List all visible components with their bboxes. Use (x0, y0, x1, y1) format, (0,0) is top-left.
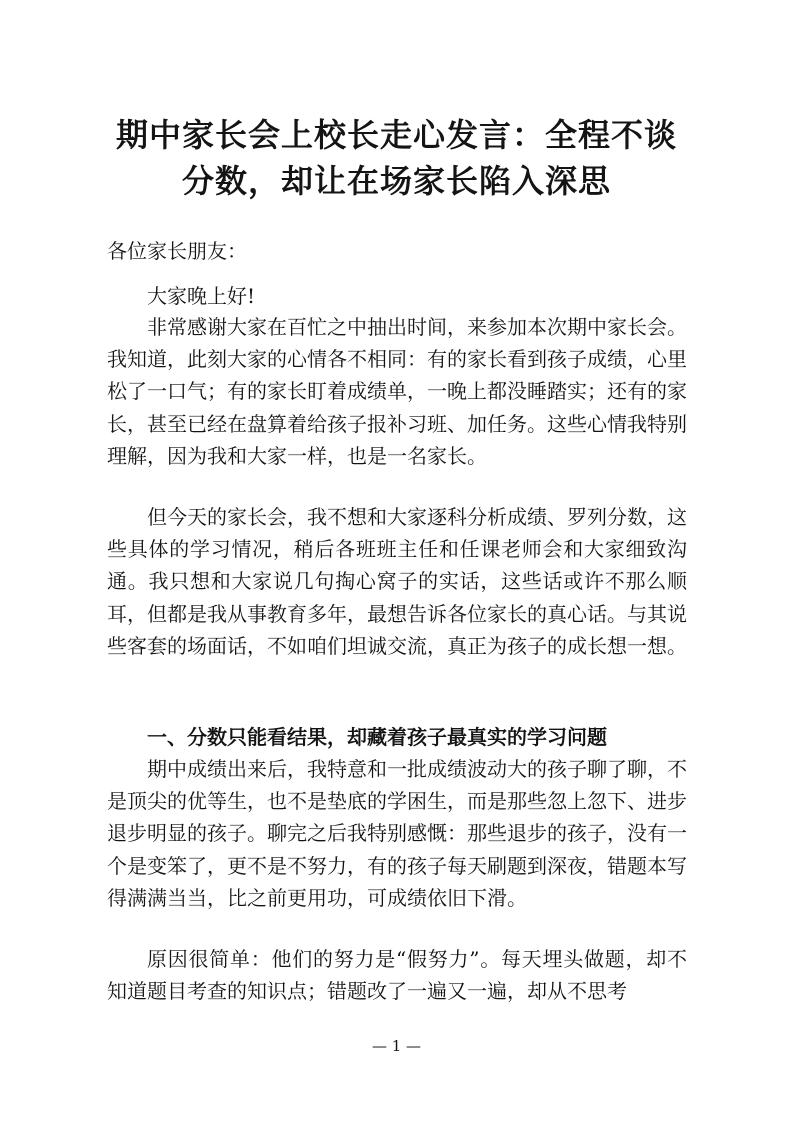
paragraph: 原因很简单：他们的努力是“假努力”。每天埋头做题，却不知道题目考查的知识点；错题改了一遍又一遍，却从不思考 (107, 947, 687, 1004)
greeting: 大家晚上好! (147, 284, 256, 308)
paragraph: 非常感谢大家在百忙之中抽出时间，来参加本次期中家长会。我知道，此刻大家的心情各不相同：有的家长看到孩子成绩，心里松了一口气；有的家长盯着成绩单，一晚上都没睡踏实；还有的家长，甚至已经在盘算着给孩子报补习班、加任务。这些心情我特别理解，因为我和大家一样，也是一名家长。 (107, 315, 687, 468)
page-number: — 1 — (371, 1037, 422, 1055)
paragraph: 但今天的家长会，我不想和大家逐科分析成绩、罗列分数，这些具体的学习情况，稍后各班班主任和任课老师会和大家细致沟通。我只想和大家说几句掏心窝子的实话，这些话或许不那么顺耳，但都是我从事教育多年，最想告诉各位家长的真心话。与其说些客套的场面话，不如咱们坦诚交流，真正为孩子的成长想一想。 (107, 505, 687, 658)
salutation: 各位家长朋友： (107, 239, 247, 263)
section-heading: 一、分数只能看结果，却藏着孩子最真实的学习问题 (147, 725, 607, 749)
paragraph: 期中成绩出来后，我特意和一批成绩波动大的孩子聊了聊，不是顶尖的优等生，也不是垫底的学困生，而是那些忽上忽下、进步退步明显的孩子。聊完之后我特别感慨：那些退步的孩子，没有一个是变笨了，更不是不努力，有的孩子每天刷题到深夜，错题本写得满满当当，比之前更用功，可成绩依旧下滑。 (107, 757, 687, 910)
document-title: 期中家长会上校长走心发言：全程不谈分数，却让在场家长陷入深思 (115, 116, 677, 200)
